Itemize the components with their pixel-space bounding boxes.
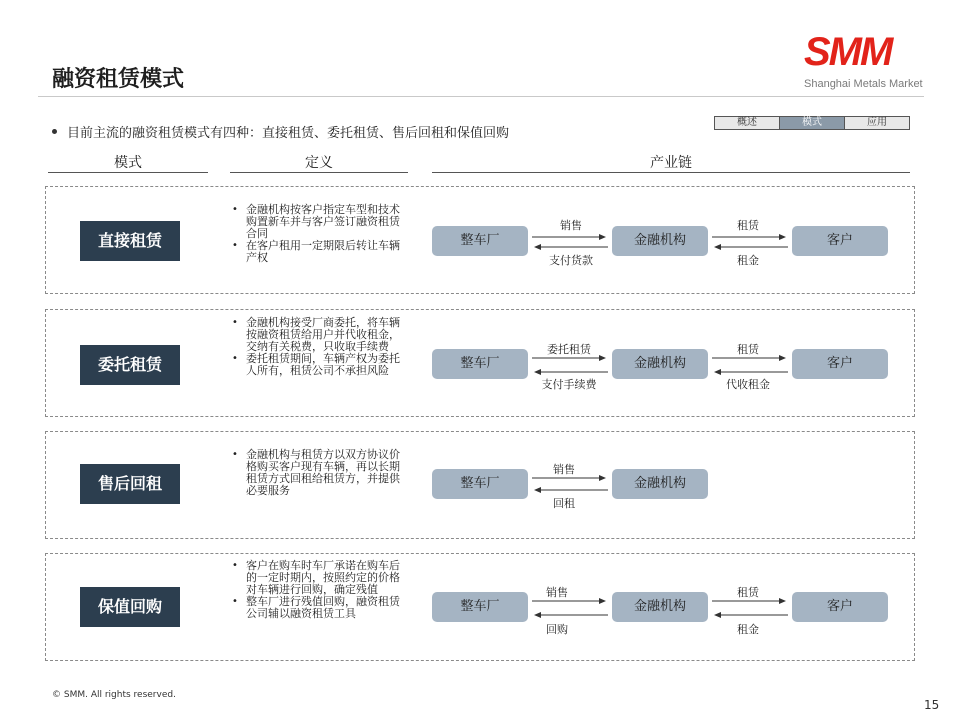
intro-text: 目前主流的融资租赁模式有四种：直接租赁、委托租赁、售后回租和保值回购 <box>67 126 510 141</box>
flow-label: 回购 <box>546 623 568 636</box>
column-rule-definition <box>230 172 408 173</box>
flow-label: 委托租赁 <box>547 343 591 356</box>
column-rule-chain <box>432 172 910 173</box>
flow-label: 租金 <box>737 623 759 636</box>
node-oem: 整车厂 <box>432 469 528 499</box>
node-oem: 整车厂 <box>432 592 528 622</box>
section-tabs <box>714 116 909 130</box>
arrowhead-icon <box>599 234 606 240</box>
arrowhead-icon <box>534 369 541 375</box>
definition-item: • 在客户租用一定期限后转让车辆产权 <box>230 240 408 264</box>
node-oem: 整车厂 <box>432 349 528 379</box>
tab-modes[interactable]: 模式 <box>779 116 845 130</box>
tab-applications[interactable]: 应用 <box>844 116 910 130</box>
flow-arrows <box>46 187 916 295</box>
page-title: 融资租赁模式 <box>52 67 185 92</box>
node-customer: 客户 <box>792 349 888 379</box>
column-header-chain: 产业链 <box>650 155 692 171</box>
definition-item: • 金融机构按客户指定车型和技术购置新车并与客户签订融资租赁合同 <box>230 204 408 240</box>
arrowhead-icon <box>534 244 541 250</box>
flow-label: 销售 <box>560 219 582 232</box>
title-divider <box>38 96 924 97</box>
tab-overview[interactable]: 概述 <box>714 116 780 130</box>
node-financial-institution: 金融机构 <box>612 469 708 499</box>
column-rule-mode <box>48 172 208 173</box>
node-financial-institution: 金融机构 <box>612 592 708 622</box>
flow-label: 销售 <box>553 463 575 476</box>
flow-arrows <box>46 310 916 418</box>
arrowhead-icon <box>534 487 541 493</box>
column-header-mode: 模式 <box>114 155 142 171</box>
definition-item: • 整车厂进行残值回购，融资租赁公司辅以融资租赁工具 <box>230 596 408 620</box>
flow-label: 租赁 <box>737 219 759 232</box>
node-customer: 客户 <box>792 592 888 622</box>
row-entrusted-lease <box>45 309 915 417</box>
flow-label: 销售 <box>546 586 568 599</box>
copyright: © SMM. All rights reserved. <box>52 690 176 700</box>
logo-subtitle: Shanghai Metals Market <box>804 78 923 90</box>
mode-label: 售后回租 <box>80 464 180 504</box>
node-customer: 客户 <box>792 226 888 256</box>
bullet-dot <box>52 129 57 134</box>
row-value-buyback <box>45 553 915 661</box>
flow-label: 租金 <box>737 254 759 267</box>
column-header-definition: 定义 <box>305 155 333 171</box>
mode-label: 保值回购 <box>80 587 180 627</box>
mode-label: 委托租赁 <box>80 345 180 385</box>
page-number: 15 <box>924 698 940 712</box>
flow-label: 租赁 <box>737 343 759 356</box>
arrowhead-icon <box>714 244 721 250</box>
flow-label: 支付货款 <box>549 254 593 267</box>
mode-label: 直接租赁 <box>80 221 180 261</box>
flow-label: 代收租金 <box>726 378 770 391</box>
node-oem: 整车厂 <box>432 226 528 256</box>
flow-label: 支付手续费 <box>541 378 597 391</box>
definition-item: • 委托租赁期间，车辆产权为委托人所有，租赁公司不承担风险 <box>230 353 408 377</box>
flow-arrows <box>46 554 916 662</box>
node-financial-institution: 金融机构 <box>612 349 708 379</box>
definition-item: • 客户在购车时车厂承诺在购车后的一定时期内，按照约定的价格对车辆进行回购，确定残值 <box>230 560 408 596</box>
definition-item: • 金融机构接受厂商委托，将车辆按融资租赁给用户并代收租金，交纳有关税费，只收取手续费 <box>230 317 408 353</box>
row-sale-leaseback <box>45 431 915 539</box>
node-financial-institution: 金融机构 <box>612 226 708 256</box>
arrowhead-icon <box>534 612 541 618</box>
flow-label: 租赁 <box>737 586 759 599</box>
flow-label: 回租 <box>553 497 575 510</box>
arrowhead-icon <box>779 234 786 240</box>
arrowhead-icon <box>714 612 721 618</box>
intro-bullet <box>52 122 509 141</box>
definition-item: • 金融机构与租赁方以双方协议价格购买客户现有车辆，再以长期租赁方式回租给租赁方，并提供必要服务 <box>230 449 408 497</box>
smm-logo <box>800 32 924 94</box>
row-direct-lease <box>45 186 915 294</box>
flow-arrows <box>46 432 916 540</box>
arrowhead-icon <box>714 369 721 375</box>
logo-mark: SMM <box>804 30 892 74</box>
